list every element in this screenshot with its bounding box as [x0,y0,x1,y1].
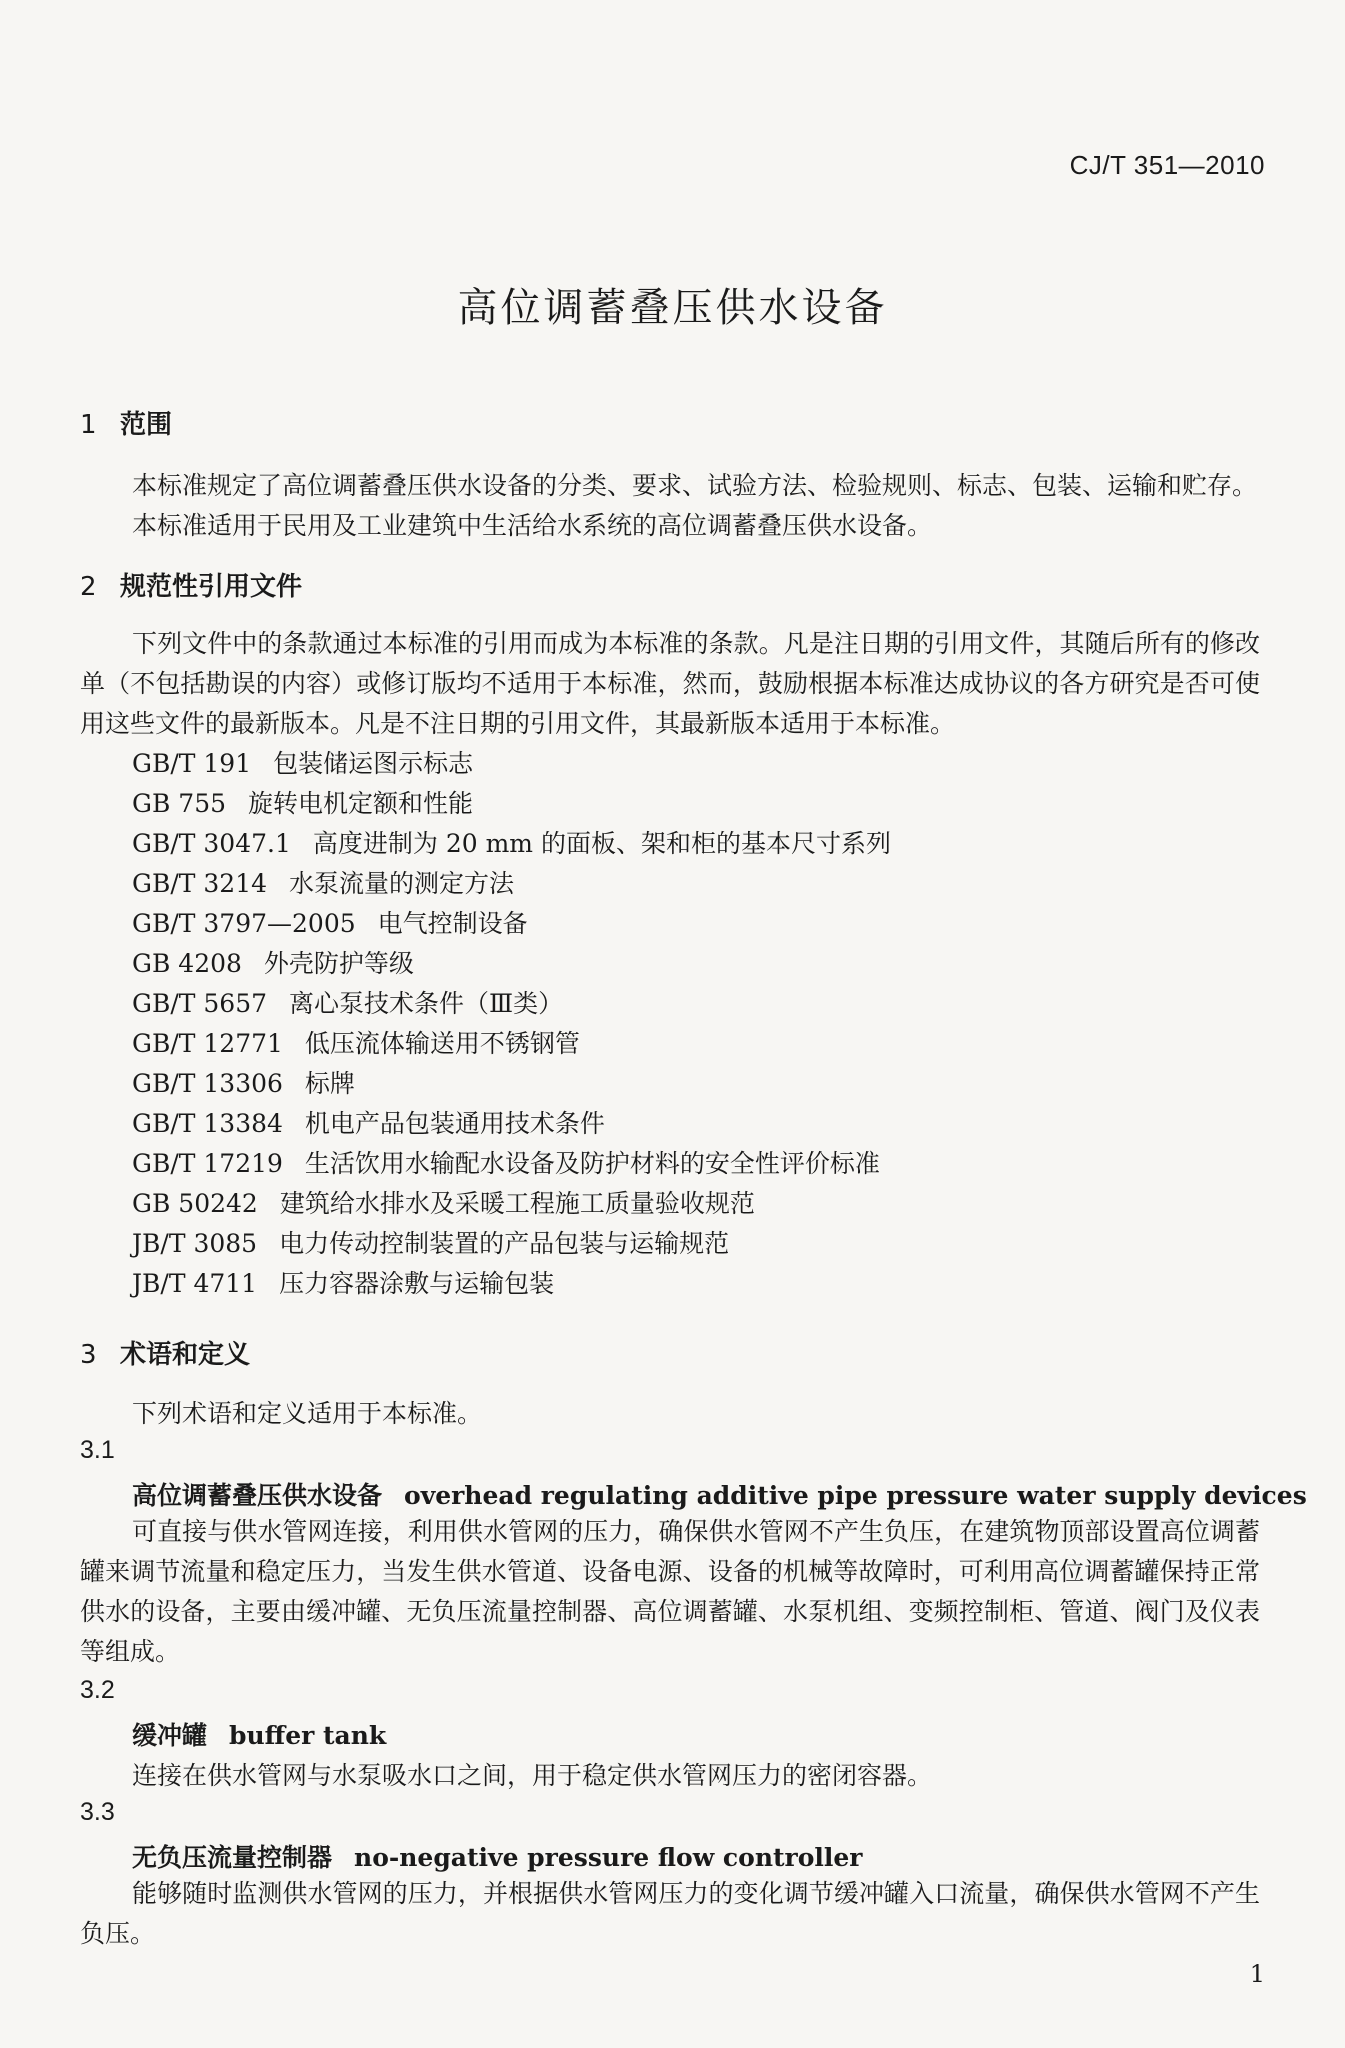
reference-item [132,1104,891,1144]
reference-title: 建筑给水排水及采暖工程施工质量验收规范 [279,1189,755,1218]
reference-code: GB/T 3047.1 [132,829,291,858]
section-1-heading [80,404,172,441]
reference-list [132,744,891,1304]
reference-item [132,904,891,944]
reference-item [132,1264,891,1304]
reference-code: GB/T 12771 [132,1029,283,1058]
reference-item [132,1184,891,1224]
reference-item [132,744,891,784]
section-number: 3 [80,1340,97,1370]
scope-paragraph: 本标准规定了高位调蓄叠压供水设备的分类、要求、试验方法、检验规则、标志、包装、运输和贮存。 [132,471,1258,500]
reference-item [132,824,891,864]
reference-title: 压力容器涂敷与运输包装 [279,1269,555,1298]
reference-code: GB/T 13384 [132,1109,283,1138]
reference-code: GB/T 3797—2005 [132,909,356,938]
reference-item [132,984,891,1024]
section-number: 1 [80,410,97,440]
term-english: buffer tank [229,1721,387,1750]
reference-item [132,1064,891,1104]
section-title: 术语和定义 [120,1340,251,1370]
section-title: 规范性引用文件 [120,572,303,602]
term-heading [132,1476,1307,1512]
term-heading [132,1716,386,1752]
term-chinese: 高位调蓄叠压供水设备 [132,1481,383,1510]
reference-title: 生活饮用水输配水设备及防护材料的安全性评价标准 [304,1149,880,1178]
reference-item [132,1024,891,1064]
term-number: 3.2 [80,1676,115,1704]
standard-code: CJ/T 351—2010 [1069,150,1265,180]
reference-code: GB/T 13306 [132,1069,283,1098]
document-title: 高位调蓄叠压供水设备 [457,285,888,331]
reference-code: JB/T 3085 [132,1229,258,1258]
reference-item [132,1224,891,1264]
reference-title: 水泵流量的测定方法 [289,869,515,898]
reference-title: 包装储运图示标志 [273,749,474,778]
section-2-heading [80,566,302,603]
reference-title: 电气控制设备 [377,909,528,938]
term-number: 3.1 [80,1436,115,1464]
terms-intro-paragraph: 下列术语和定义适用于本标准。 [132,1399,483,1428]
reference-item [132,944,891,984]
section-number: 2 [80,572,97,602]
term-english: no-negative pressure flow controller [354,1843,863,1872]
reference-title: 电力传动控制装置的产品包装与运输规范 [279,1229,730,1258]
term-english: overhead regulating additive pipe pressure water supply devices [404,1481,1307,1510]
section-title: 范围 [120,410,173,440]
term-definition: 能够随时监测供水管网的压力，并根据供水管网压力的变化调节缓冲罐入口流量，确保供水管网不产生负压。 [80,1879,1260,1948]
reference-code: GB 4208 [132,949,242,978]
reference-title: 标牌 [304,1069,355,1098]
reference-title: 机电产品包装通用技术条件 [304,1109,605,1138]
reference-code: GB 50242 [132,1189,258,1218]
reference-title: 旋转电机定额和性能 [248,789,474,818]
term-definition: 可直接与供水管网连接，利用供水管网的压力，确保供水管网不产生负压，在建筑物顶部设置高位调蓄罐来调节流量和稳定压力，当发生供水管道、设备电源、设备的机械等故障时，可利用高位调蓄罐保持正常供水的设备，主要由缓冲罐、无负压流量控制器、高位调蓄罐、水泵机组、变频控制柜、管道、阀门及仪表等组成。 [80,1517,1260,1666]
reference-title: 离心泵技术条件（Ⅲ类） [289,989,564,1018]
reference-code: GB/T 5657 [132,989,268,1018]
references-intro-paragraph: 下列文件中的条款通过本标准的引用而成为本标准的条款。凡是注日期的引用文件，其随后所有的修改单（不包括勘误的内容）或修订版均不适用于本标准，然而，鼓励根据本标准达成协议的各方研究是否可使用这些文件的最新版本。凡是不注日期的引用文件，其最新版本适用于本标准。 [80,629,1260,738]
reference-code: GB/T 3214 [132,869,268,898]
reference-code: GB/T 17219 [132,1149,283,1178]
term-chinese: 缓冲罐 [132,1721,208,1750]
reference-code: GB/T 191 [132,749,252,778]
reference-code: GB 755 [132,789,227,818]
reference-title: 高度进制为 20 mm 的面板、架和柜的基本尺寸系列 [312,829,891,858]
page-number: 1 [1249,1960,1265,1988]
term-definition: 连接在供水管网与水泵吸水口之间，用于稳定供水管网压力的密闭容器。 [132,1761,933,1790]
reference-title: 低压流体输送用不锈钢管 [304,1029,580,1058]
term-number: 3.3 [80,1798,115,1826]
reference-item [132,864,891,904]
scope-paragraph: 本标准适用于民用及工业建筑中生活给水系统的高位调蓄叠压供水设备。 [132,511,933,540]
reference-code: JB/T 4711 [132,1269,258,1298]
section-3-heading [80,1334,250,1371]
term-heading [132,1838,862,1874]
reference-title: 外壳防护等级 [263,949,414,978]
reference-item [132,1144,891,1184]
term-chinese: 无负压流量控制器 [132,1843,333,1872]
reference-item [132,784,891,824]
